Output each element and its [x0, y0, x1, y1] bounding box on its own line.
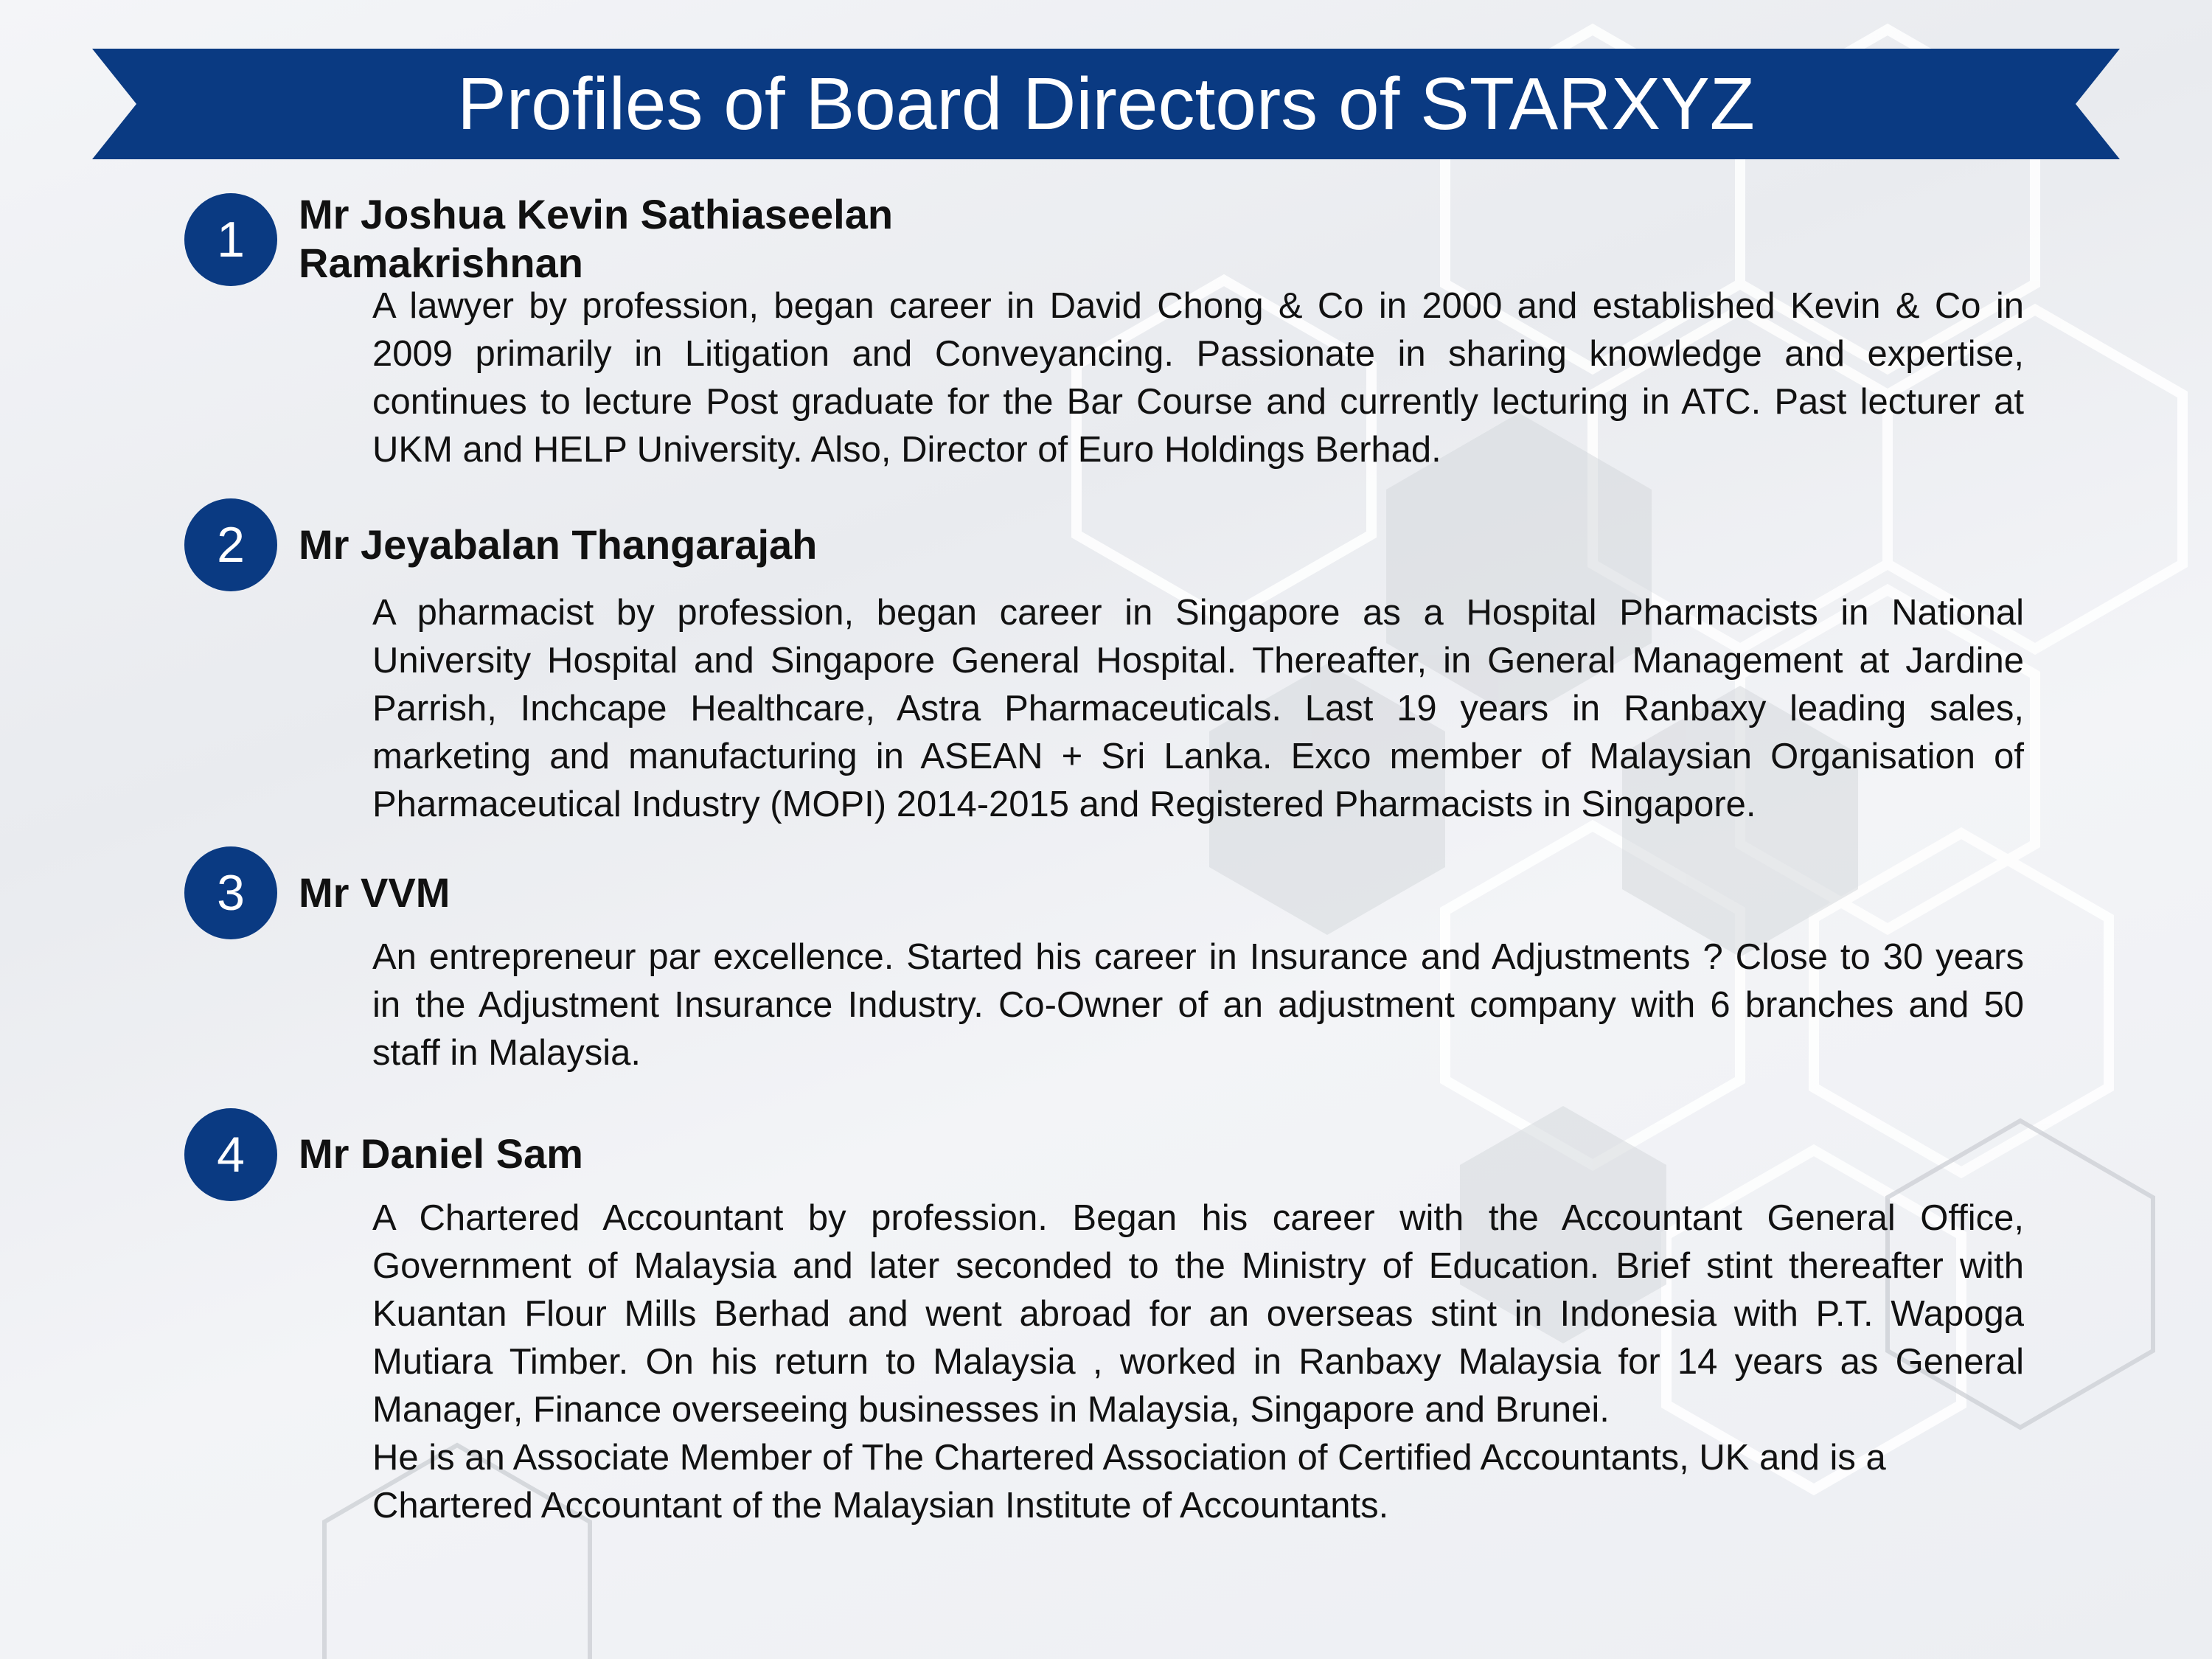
director-number-badge: 1 [184, 193, 277, 286]
director-number-badge: 2 [184, 498, 277, 591]
director-bio [372, 282, 2024, 474]
page-title: Profiles of Board Directors of STARXYZ [457, 63, 1755, 145]
director-bio-paragraph: An entrepreneur par excellence. Started his career in Insurance and Adjustments ? Close to 30 years in the Adjustment Insurance Industry. Co-Owner of an adjustment company with 6 branches and 50 staff in Malaysia. [372, 937, 2024, 1073]
director-name: Mr Daniel Sam [299, 1130, 583, 1177]
director-name: Mr VVM [299, 869, 451, 916]
director-number-badge: 4 [184, 1108, 277, 1201]
director-number-badge: 3 [184, 846, 277, 939]
director-bio-paragraph: A lawyer by profession, began career in David Chong & Co in 2000 and established Kevin & Co in 2009 primarily in Litigation and Conveyancing. Passionate in sharing knowledge and expertise, continues to lecture Post graduate for the Bar Course and currently lecturing in ATC. Past lecturer at UKM and HELP University. Also, Director of Euro Holdings Berhad. [372, 286, 2024, 470]
director-bio-paragraph: A pharmacist by profession, began career in Singapore as a Hospital Pharmacists in National University Hospital and Singapore General Hospital. Thereafter, in General Management at Jardine Parrish, Inchcape Healthcare, Astra Pharmaceuticals. Last 19 years in Ranbaxy leading sales, marketing and manufacturing in ASEAN + Sri Lanka. Exco member of Malaysian Organisation of Pharmaceutical Industry (MOPI) 2014-2015 and Registered Pharmacists in Singapore. [372, 593, 2024, 824]
director-bio [372, 933, 2024, 1077]
director-bio [372, 589, 2024, 829]
director-name: Mr Joshua Kevin Sathiaseelan Ramakrishnan [299, 191, 894, 286]
director-bio-paragraph: A Chartered Accountant by profession. Began his career with the Accountant General Office, Government of Malaysia and later seconded to the Ministry of Education. Brief stint thereafter with Kuantan Flour Mills Berhad and went abroad for an overseas stint in Indonesia with P.T. Wapoga Mutiara Timber. On his return to Malaysia , worked in Ranbaxy Malaysia for 14 years as General Manager, Finance overseeing businesses in Malaysia, Singapore and Brunei. [372, 1198, 2024, 1430]
director-bio-paragraph: He is an Associate Member of The Chartered Association of Certified Accountants, UK and is a Chartered Accountant of the Malaysian Institute of Accountants. [372, 1438, 1886, 1526]
director-bio [372, 1194, 2024, 1530]
director-name: Mr Jeyabalan Thangarajah [299, 521, 818, 568]
